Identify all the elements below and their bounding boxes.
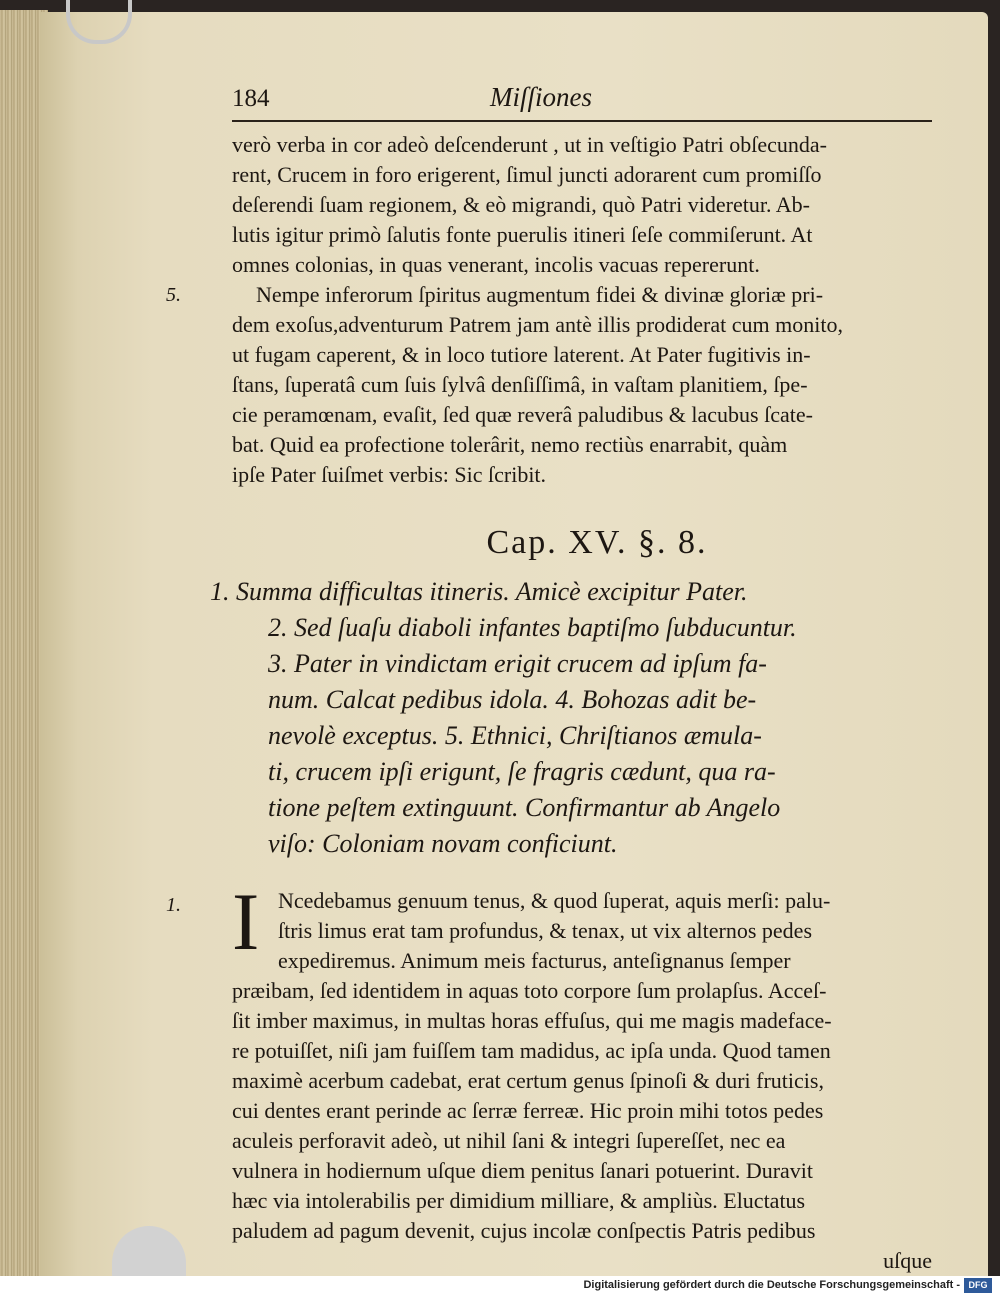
text-line: ut fugam caperent, & in loco tutiore laterent. At Pater fugitivis in- [232, 342, 811, 367]
margin-number: 5. [166, 284, 181, 306]
page-text [166, 80, 932, 1276]
text-line: rent, Crucem in foro erigerent, ſimul juncti adorarent cum promiſſo [232, 162, 822, 187]
text-line: paludem ad pagum devenit, cujus incolæ conſpectis Patris pedibus [232, 1218, 816, 1243]
text-line: ſit imber maximus, in multas horas effuſus, qui me magis madeface- [232, 1008, 832, 1033]
body-paragraph [166, 876, 932, 1276]
text-line: ſtris limus erat tam profundus, & tenax, ut vix alternos pedes [278, 918, 813, 943]
summary-line: 2. Sed ſuaſu diaboli infantes baptiſmo ſubducuntur. [268, 613, 797, 642]
text-line: vulnera in hodiernum uſque diem penitus ſanari potuerint. Duravit [232, 1158, 814, 1183]
text-line: cui dentes erant perinde ac ſerræ ferreæ. Hic proin mihi totos pedes [232, 1098, 824, 1123]
margin-number: 1. [166, 894, 181, 916]
text-line: deſerendi ſuam regionem, & eò migrandi, quò Patri videretur. Ab- [232, 192, 810, 217]
text-line: ſtans, ſuperatâ cum ſuis ſylvâ denſiſſimâ, in vaſtam planitiem, ſpe- [232, 372, 808, 397]
text-line: verò verba in cor adeò deſcenderunt , ut in veſtigio Patri obſecunda- [232, 132, 828, 157]
drop-cap: I [232, 876, 260, 967]
text-line: ipſe Pater ſuiſmet verbis: Sic ſcribit. [232, 462, 547, 487]
summary-line: 3. Pater in vindictam erigit crucem ad ipſum fa- [268, 649, 767, 678]
dfg-logo: DFG [964, 1278, 992, 1293]
text-line: expediremus. Animum meis facturus, anteſignanus ſemper [278, 948, 791, 973]
summary-line: ti, crucem ipſi erigunt, ſe fragris cædunt, qua ra- [268, 757, 776, 786]
text-line: cie peramœnam, evaſit, ſed quæ reverâ paludibus & lacubus ſcate- [232, 402, 813, 427]
footer-bar [0, 1276, 1000, 1296]
footer-credit: Digitalisierung gefördert durch die Deutsche Forschungsgemeinschaft - [583, 1279, 960, 1291]
summary-line: num. Calcat pedibus idola. 4. Bohozas adit be- [268, 685, 757, 714]
summary-line: viſo: Coloniam novam conficiunt. [268, 829, 618, 858]
text-line: aculeis perforavit adeò, ut nihil ſani & integri ſupereſſet, nec ea [232, 1128, 786, 1153]
catchword: uſque [883, 1248, 932, 1273]
summary-line: nevolè exceptus. 5. Ethnici, Chriſtianos æmula- [268, 721, 762, 750]
summary-line: 1. Summa difficultas itineris. Amicè excipitur Pater. [210, 577, 748, 606]
top-paragraph [232, 130, 932, 280]
text-line: Nempe inferorum ſpiritus augmentum fidei & divinæ gloriæ pri- [256, 282, 824, 307]
paragraph-5 [166, 280, 932, 490]
text-line: maximè acerbum cadebat, erat certum genus ſpinoſi & duri fruticis, [232, 1068, 824, 1093]
text-line: bat. Quid ea profectione tolerârit, nemo rectiùs enarrabit, quàm [232, 432, 788, 457]
chapter-summary [210, 574, 932, 862]
text-line: dem exoſus,adventurum Patrem jam antè illis prodiderat cum monito, [232, 312, 843, 337]
text-line: omnes colonias, in quas venerant, incolis vacuas repererunt. [232, 252, 760, 277]
text-line: Ncedebamus genuum tenus, & quod ſuperat, aquis merſi: palu- [278, 888, 831, 913]
text-line: præibam, ſed identidem in aquas toto corpore ſum prolapſus. Acceſ- [232, 978, 827, 1003]
text-line: hæc via intolerabilis per dimidium milliare, & ampliùs. Eluctatus [232, 1188, 806, 1213]
running-title: Miſſiones [490, 82, 592, 112]
chapter-heading: Cap. XV. §. 8. [486, 524, 708, 561]
text-line: lutis igitur primò ſalutis fonte puerulis itineri ſeſe commiſerunt. At [232, 222, 813, 247]
running-head [232, 80, 932, 122]
text-line: re potuiſſet, niſi jam fuiſſem tam madidus, ac ipſa unda. Quod tamen [232, 1038, 831, 1063]
page-number: 184 [232, 85, 270, 112]
summary-line: tione peſtem extinguunt. Confirmantur ab Angelo [268, 793, 781, 822]
